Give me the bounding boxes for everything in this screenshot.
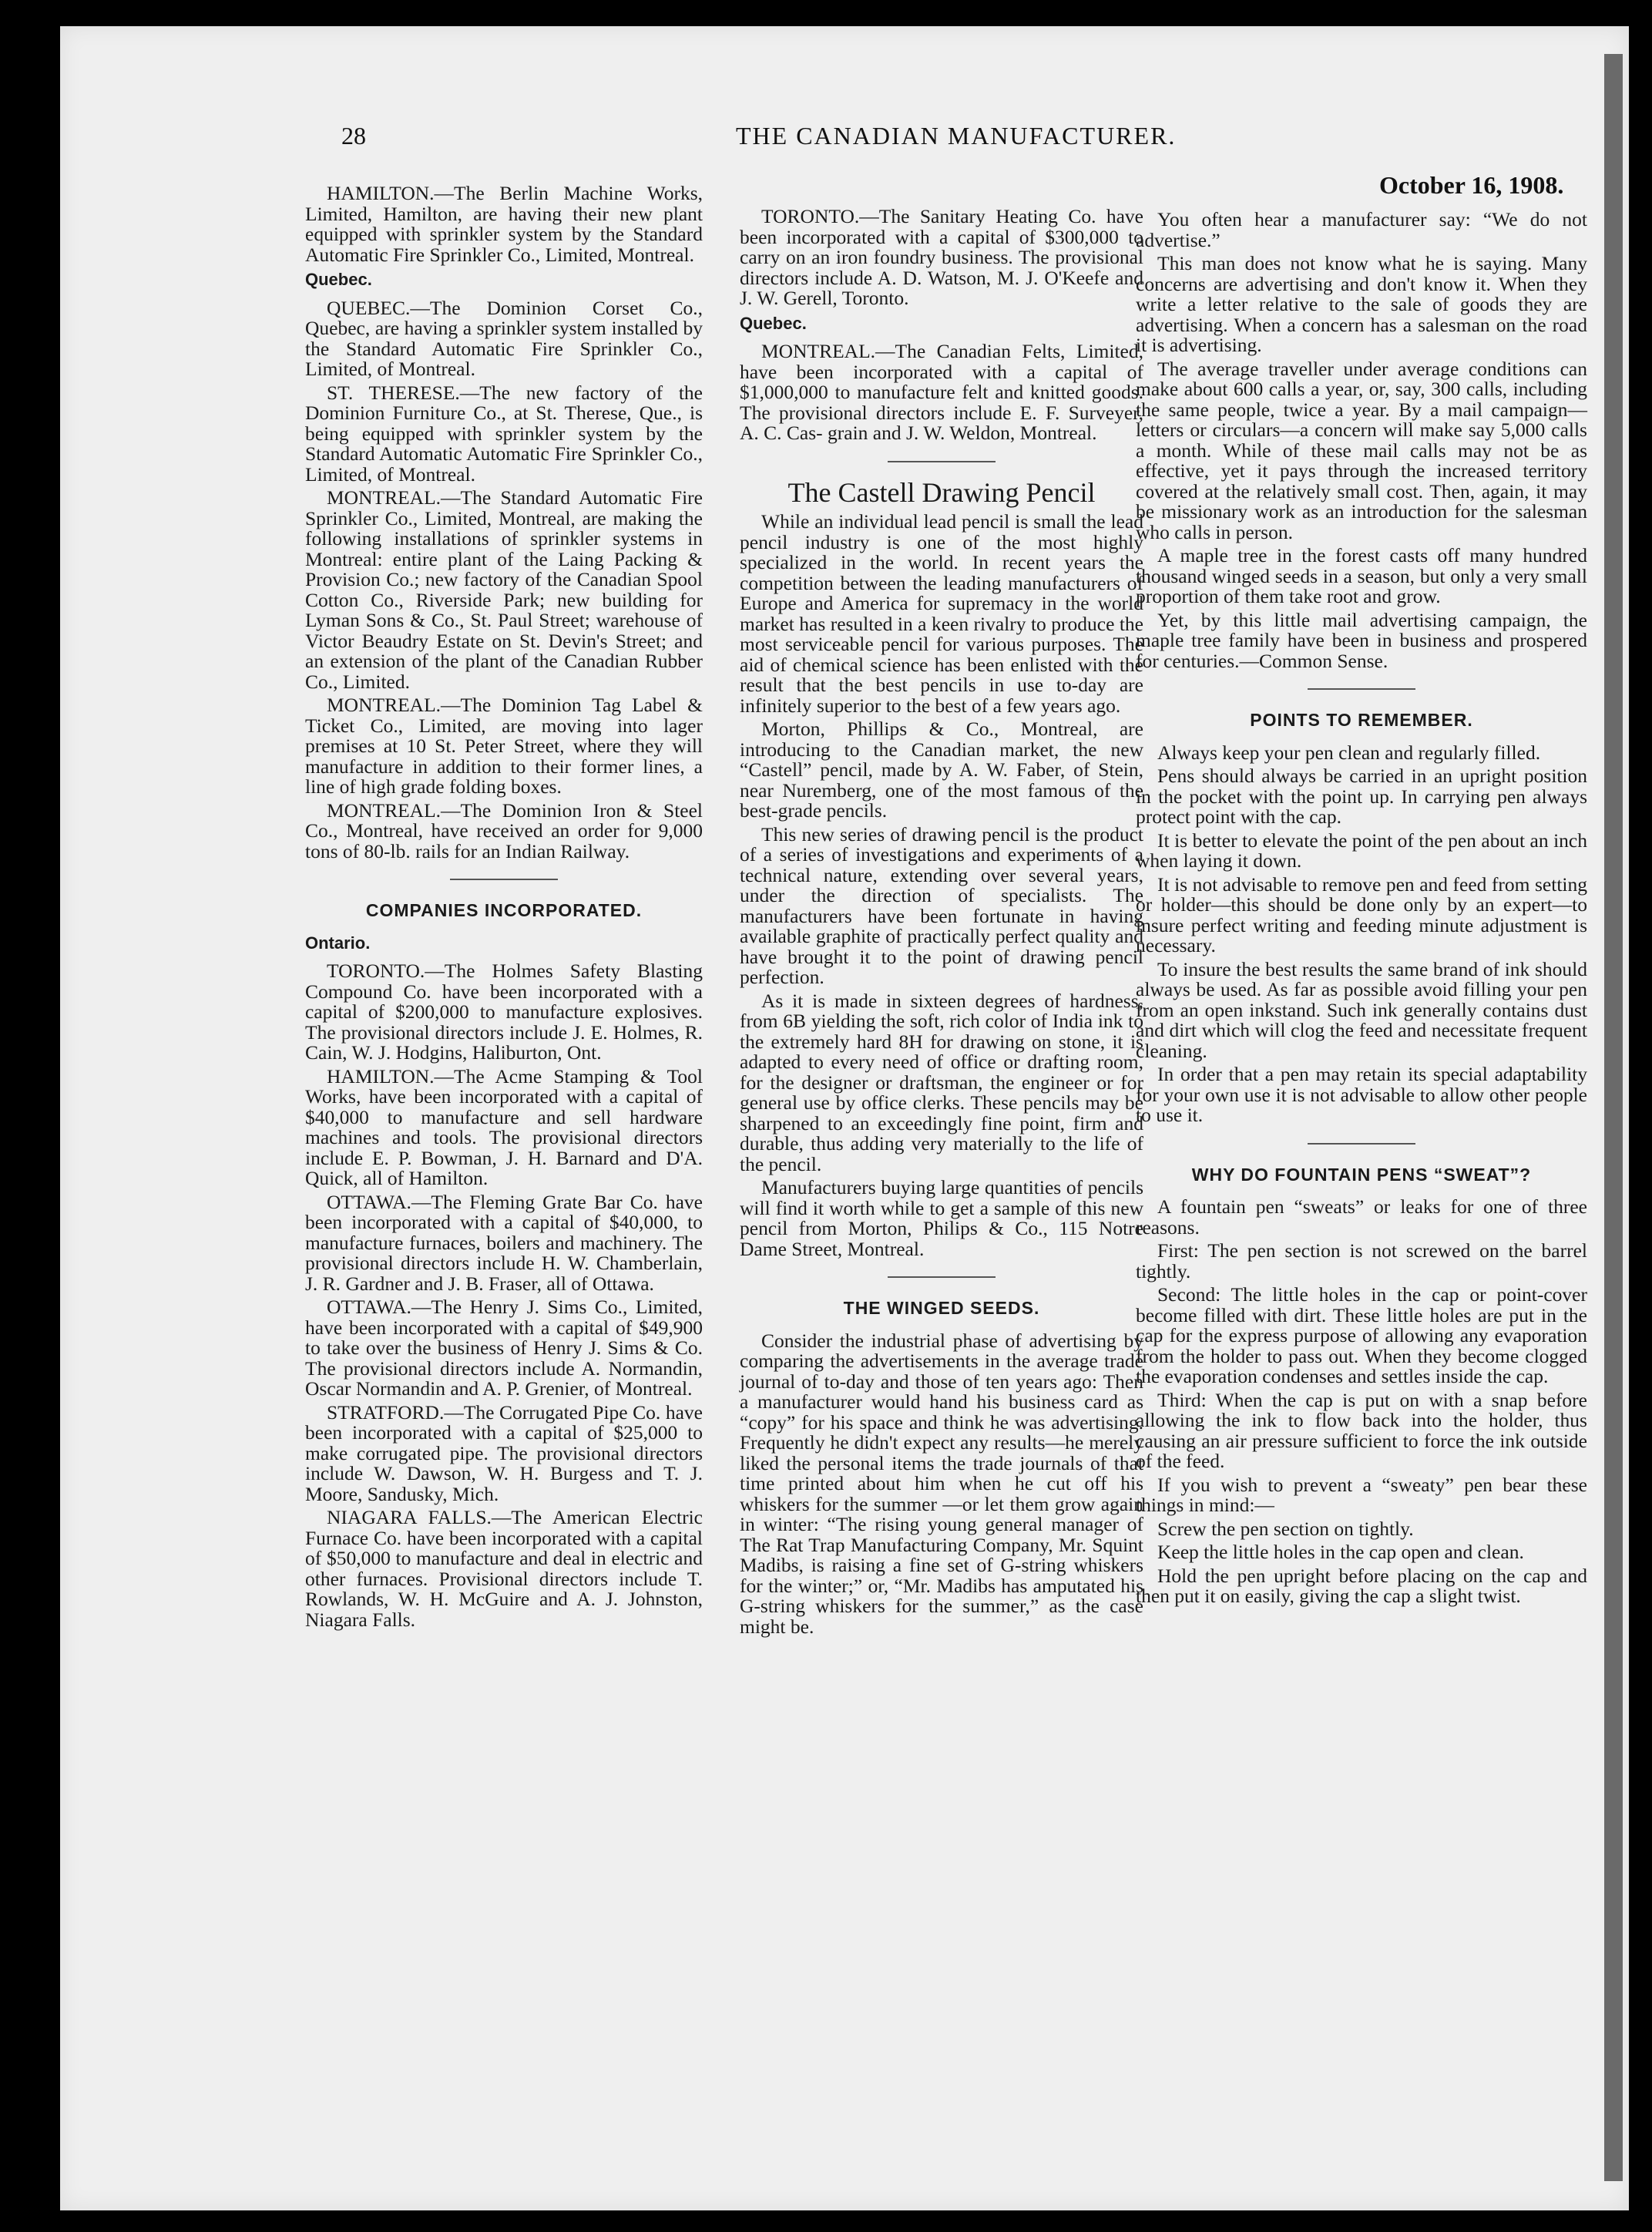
article-paragraph: Consider the industrial phase of advertising by comparing the advertisements in the average trade journal of to-day and those of ten years ago: Then a manufacturer would hand his business card as “copy” for his space and think he was advertising. Frequently he didn't expect any results—he merely liked the personal items the trade journals of that time printed about him when he cut off his whiskers for the summer —or let them grow again in winter: “The rising young general manager of The Rat Trap Manufacturing Company, Mr. Squint Madibs, is raising a fine set of G-string whiskers for the winter;” or, “Mr. Madibs has amputated his G-string whiskers for the summer,” as the case might be. bbox=[740, 1329, 1143, 1638]
article-paragraph: ST. THERESE.—The new factory of the Dominion Furniture Co., at St. Therese, Que., is being equipped with sprinkler system by the Standard Automatic Automatic Fire Sprinkler Co., Limited, of Montreal. bbox=[305, 381, 703, 486]
article-paragraph: TORONTO.—The Holmes Safety Blasting Compound Co. have been incorporated with a capital of $200,000 to manufacture explosives. The provisional directors include J. E. Holmes, R. Cain, W. J. Hodgins, Haliburton, Ont. bbox=[305, 960, 703, 1064]
article-paragraph: Third: When the cap is put on with a snap before allowing the ink to flow back into the holder, thus causing an air pressure sufficient to force the ink outside of the feed. bbox=[1136, 1388, 1587, 1472]
article-paragraph: MONTREAL.—The Canadian Felts, Limited, have been incorporated with a capital of $1,000,000 to manufacture felt and knitted goods. The provisional directors include E. F. Surveyer, A. C. Cas- grain and J. W. Weldon, Montreal. bbox=[740, 340, 1143, 444]
article-paragraph: NIAGARA FALLS.—The American Electric Furnace Co. have been incorporated with a capital of $50,000 to manufacture and deal in electric and other furnaces. Provisional directors include T. Rowlands, W. H. McGuire and A. J. Johnston, Niagara Falls. bbox=[305, 1506, 703, 1631]
section-heading: WHY DO FOUNTAIN PENS “SWEAT”? bbox=[1191, 1164, 1532, 1185]
article-paragraph: Keep the little holes in the cap open and clean. bbox=[1157, 1541, 1524, 1563]
column-left bbox=[305, 183, 703, 1633]
province-heading: Ontario. bbox=[305, 933, 371, 953]
article-paragraph: HAMILTON.—The Acme Stamping & Tool Works, have been incorporated with a capital of $40,000 to manufacture and sell hardware machines and tools. The provisional directors include E. P. Bowman, J. H. Barnard and D'A. Quick, all of Hamilton. bbox=[305, 1064, 703, 1189]
publication-title: THE CANADIAN MANUFACTURER. bbox=[736, 122, 1177, 150]
article-paragraph: If you wish to prevent a “sweaty” pen bear these things in mind:— bbox=[1136, 1473, 1587, 1516]
article-paragraph: OTTAWA.—The Henry J. Sims Co., Limited, have been incorporated with a capital of $49,900 to take over the business of Henry J. Sims & Co. The provisional directors include A. Normandin, Oscar Normandin and A. P. Grenier, of Montreal. bbox=[305, 1296, 703, 1400]
article-paragraph: Hold the pen upright before placing on the cap and then put it on easily, giving the cap a slight twist. bbox=[1136, 1564, 1587, 1607]
article-paragraph: You often hear a manufacturer say: “We do not advertise.” bbox=[1136, 208, 1587, 251]
article-paragraph: Second: The little holes in the cap or point-cover become filled with dirt. These little holes are put in the cap for the express purpose of allowing any evaporation from the holder to pass out. When they become clogged the evaporation condenses and settles inside the cap. bbox=[1136, 1283, 1587, 1387]
article-paragraph: It is better to elevate the point of the pen about an inch when laying it down. bbox=[1136, 829, 1587, 872]
article-headline: The Castell Drawing Pencil bbox=[787, 476, 1096, 508]
section-divider bbox=[888, 1276, 996, 1278]
article-paragraph: HAMILTON.—The Berlin Machine Works, Limited, Hamilton, are having their new plant equipped with sprinkler system by the Standard Automatic Fire Sprinkler Co., Limited, Montreal. bbox=[305, 182, 703, 266]
section-heading: COMPANIES INCORPORATED. bbox=[365, 900, 643, 920]
article-paragraph: Pens should always be carried in an upright position in the pocket with the point up. In carrying pen always protect point with the cap. bbox=[1136, 765, 1587, 828]
column-middle bbox=[740, 207, 1143, 1640]
article-paragraph: While an individual lead pencil is small the lead pencil industry is one of the most highly specialized in the world. In recent years the competition between the leading manufacturers of Europe and America for supremacy in the world market has resulted in a keen rivalry to produce the most serviceable pencil for various purposes. The aid of chemical science has been enlisted with the result that the best pencils in use to-day are infinitely superior to the best of a few years ago. bbox=[740, 510, 1143, 717]
article-paragraph: It is not advisable to remove pen and feed from setting or holder—this should be done only by an expert—to insure perfect writing and feeding minute adjustment is necessary. bbox=[1136, 872, 1587, 956]
article-paragraph: To insure the best results the same brand of ink should always be used. As far as possible avoid filling your pen from an open inkstand. Such ink generally contains dust and dirt which will clog the feed and necessitate frequent cleaning. bbox=[1136, 957, 1587, 1062]
section-divider bbox=[1308, 1143, 1415, 1145]
page-number: 28 bbox=[341, 122, 366, 150]
article-paragraph: Yet, by this little mail advertising campaign, the maple tree family have been in business and prospered for centuries.—Common Sense. bbox=[1136, 608, 1587, 672]
article-paragraph: MONTREAL.—The Dominion Tag Label & Ticket Co., Limited, are moving into lager premises at 10 St. Peter Street, where they will manufacture in addition to their former lines, a line of high grade folding boxes. bbox=[305, 694, 703, 798]
article-paragraph: Morton, Phillips & Co., Montreal, are introducing to the Canadian market, the new “Castell” pencil, made by A. W. Faber, of Stein, near Nuremberg, one of the most famous of the best-grade pencils. bbox=[740, 718, 1143, 822]
article-paragraph: As it is made in sixteen degrees of hardness, from 6B yielding the soft, rich color of India ink to the extremely hard 8H for drawing on stone, it is adapted to every need of office or drafting room, for the designer or draftsman, the engineer or for general use by office clerks. These pencils may be sharpened to an exceedingly fine point, firm and durable, thus adding very materially to the life of the pencil. bbox=[740, 989, 1143, 1175]
article-paragraph: This new series of drawing pencil is the product of a series of investigations and experiments of a technical nature, extending over several years, under the direction of specialists. The manufacturers have been fortunate in having available graphite of practically perfect quality and have brought it to the point of drawing pencil perfection. bbox=[740, 822, 1143, 988]
page-binding-edge bbox=[1604, 54, 1623, 2181]
article-paragraph: OTTAWA.—The Fleming Grate Bar Co. have been incorporated with a capital of $40,000, to manufacture furnaces, boilers and machinery. The provisional directors include H. W. Chamberlain, J. R. Gardner and J. B. Fraser, all of Ottawa. bbox=[305, 1190, 703, 1295]
issue-date: October 16, 1908. bbox=[1379, 171, 1564, 199]
article-paragraph: A maple tree in the forest casts off many hundred thousand winged seeds in a season, but only a very small proportion of them take root and grow. bbox=[1136, 544, 1587, 607]
section-heading: POINTS TO REMEMBER. bbox=[1250, 710, 1473, 730]
article-paragraph: Manufacturers buying large quantities of pencils will find it worth while to get a sample of this new pencil from Morton, Philips & Co., 115 Notre Dame Street, Montreal. bbox=[740, 1176, 1143, 1260]
article-paragraph: TORONTO.—The Sanitary Heating Co. have been incorporated with a capital of $300,000 to carry on an iron foundry business. The provisional directors include A. D. Watson, M. J. O'Keefe and J. W. Gerell, Toronto. bbox=[740, 205, 1143, 309]
section-divider bbox=[888, 461, 996, 462]
article-paragraph: MONTREAL.—The Standard Automatic Fire Sprinkler Co., Limited, Montreal, are making the following installations of sprinkler systems in Montreal: entire plant of the Laing Packing & Provision Co.; new factory of the Canadian Spool Cotton Co., Riverside Park; new building for Lyman Sons & Co., St. Paul Street; warehouse of Victor Beaudry Estate on St. Devin's Street; and an extension of the plant of the Canadian Rubber Co., Limited. bbox=[305, 486, 703, 693]
article-paragraph: STRATFORD.—The Corrugated Pipe Co. have been incorporated with a capital of $25,000 to make corrugated pipe. The provisional directors include W. Dawson, W. H. Burgess and T. J. Moore, Sandusky, Mich. bbox=[305, 1400, 703, 1505]
article-paragraph: The average traveller under average conditions can make about 600 calls a year, or, say, 300 calls, including the same people, twice a year. By a mail campaign—letters or circulars—a concern will make say 5,000 calls a month. While of these mail calls may not be as effective, yet it pays through the increased territory covered at the relatively small cost. Then, again, it may be missionary work as an introduction for the salesman who calls in person. bbox=[1136, 357, 1587, 543]
section-divider bbox=[1308, 688, 1415, 690]
column-right bbox=[1136, 210, 1587, 1610]
article-paragraph: This man does not know what he is saying. Many concerns are advertising and don't know it. When they write a letter relative to the sale of goods they are advertising. When a concern has a salesman on the road it is advertising. bbox=[1136, 252, 1587, 356]
article-paragraph: Screw the pen section on tightly. bbox=[1157, 1517, 1414, 1540]
province-heading: Quebec. bbox=[305, 270, 372, 289]
article-paragraph: MONTREAL.—The Dominion Iron & Steel Co., Montreal, have received an order for 9,000 tons of 80-lb. rails for an Indian Railway. bbox=[305, 798, 703, 862]
section-divider bbox=[450, 879, 558, 880]
article-paragraph: In order that a pen may retain its special adaptability for your own use it is not advisable to allow other people to use it. bbox=[1136, 1063, 1587, 1126]
province-heading: Quebec. bbox=[740, 313, 807, 333]
article-paragraph: A fountain pen “sweats” or leaks for one of three reasons. bbox=[1136, 1195, 1587, 1239]
article-paragraph: Always keep your pen clean and regularly filled. bbox=[1157, 741, 1541, 764]
article-paragraph: QUEBEC.—The Dominion Corset Co., Quebec, are having a sprinkler system installed by the Standard Automatic Fire Sprinkler Co., Limited, of Montreal. bbox=[305, 296, 703, 380]
article-paragraph: First: The pen section is not screwed on the barrel tightly. bbox=[1136, 1239, 1587, 1282]
section-heading: THE WINGED SEEDS. bbox=[843, 1298, 1040, 1318]
